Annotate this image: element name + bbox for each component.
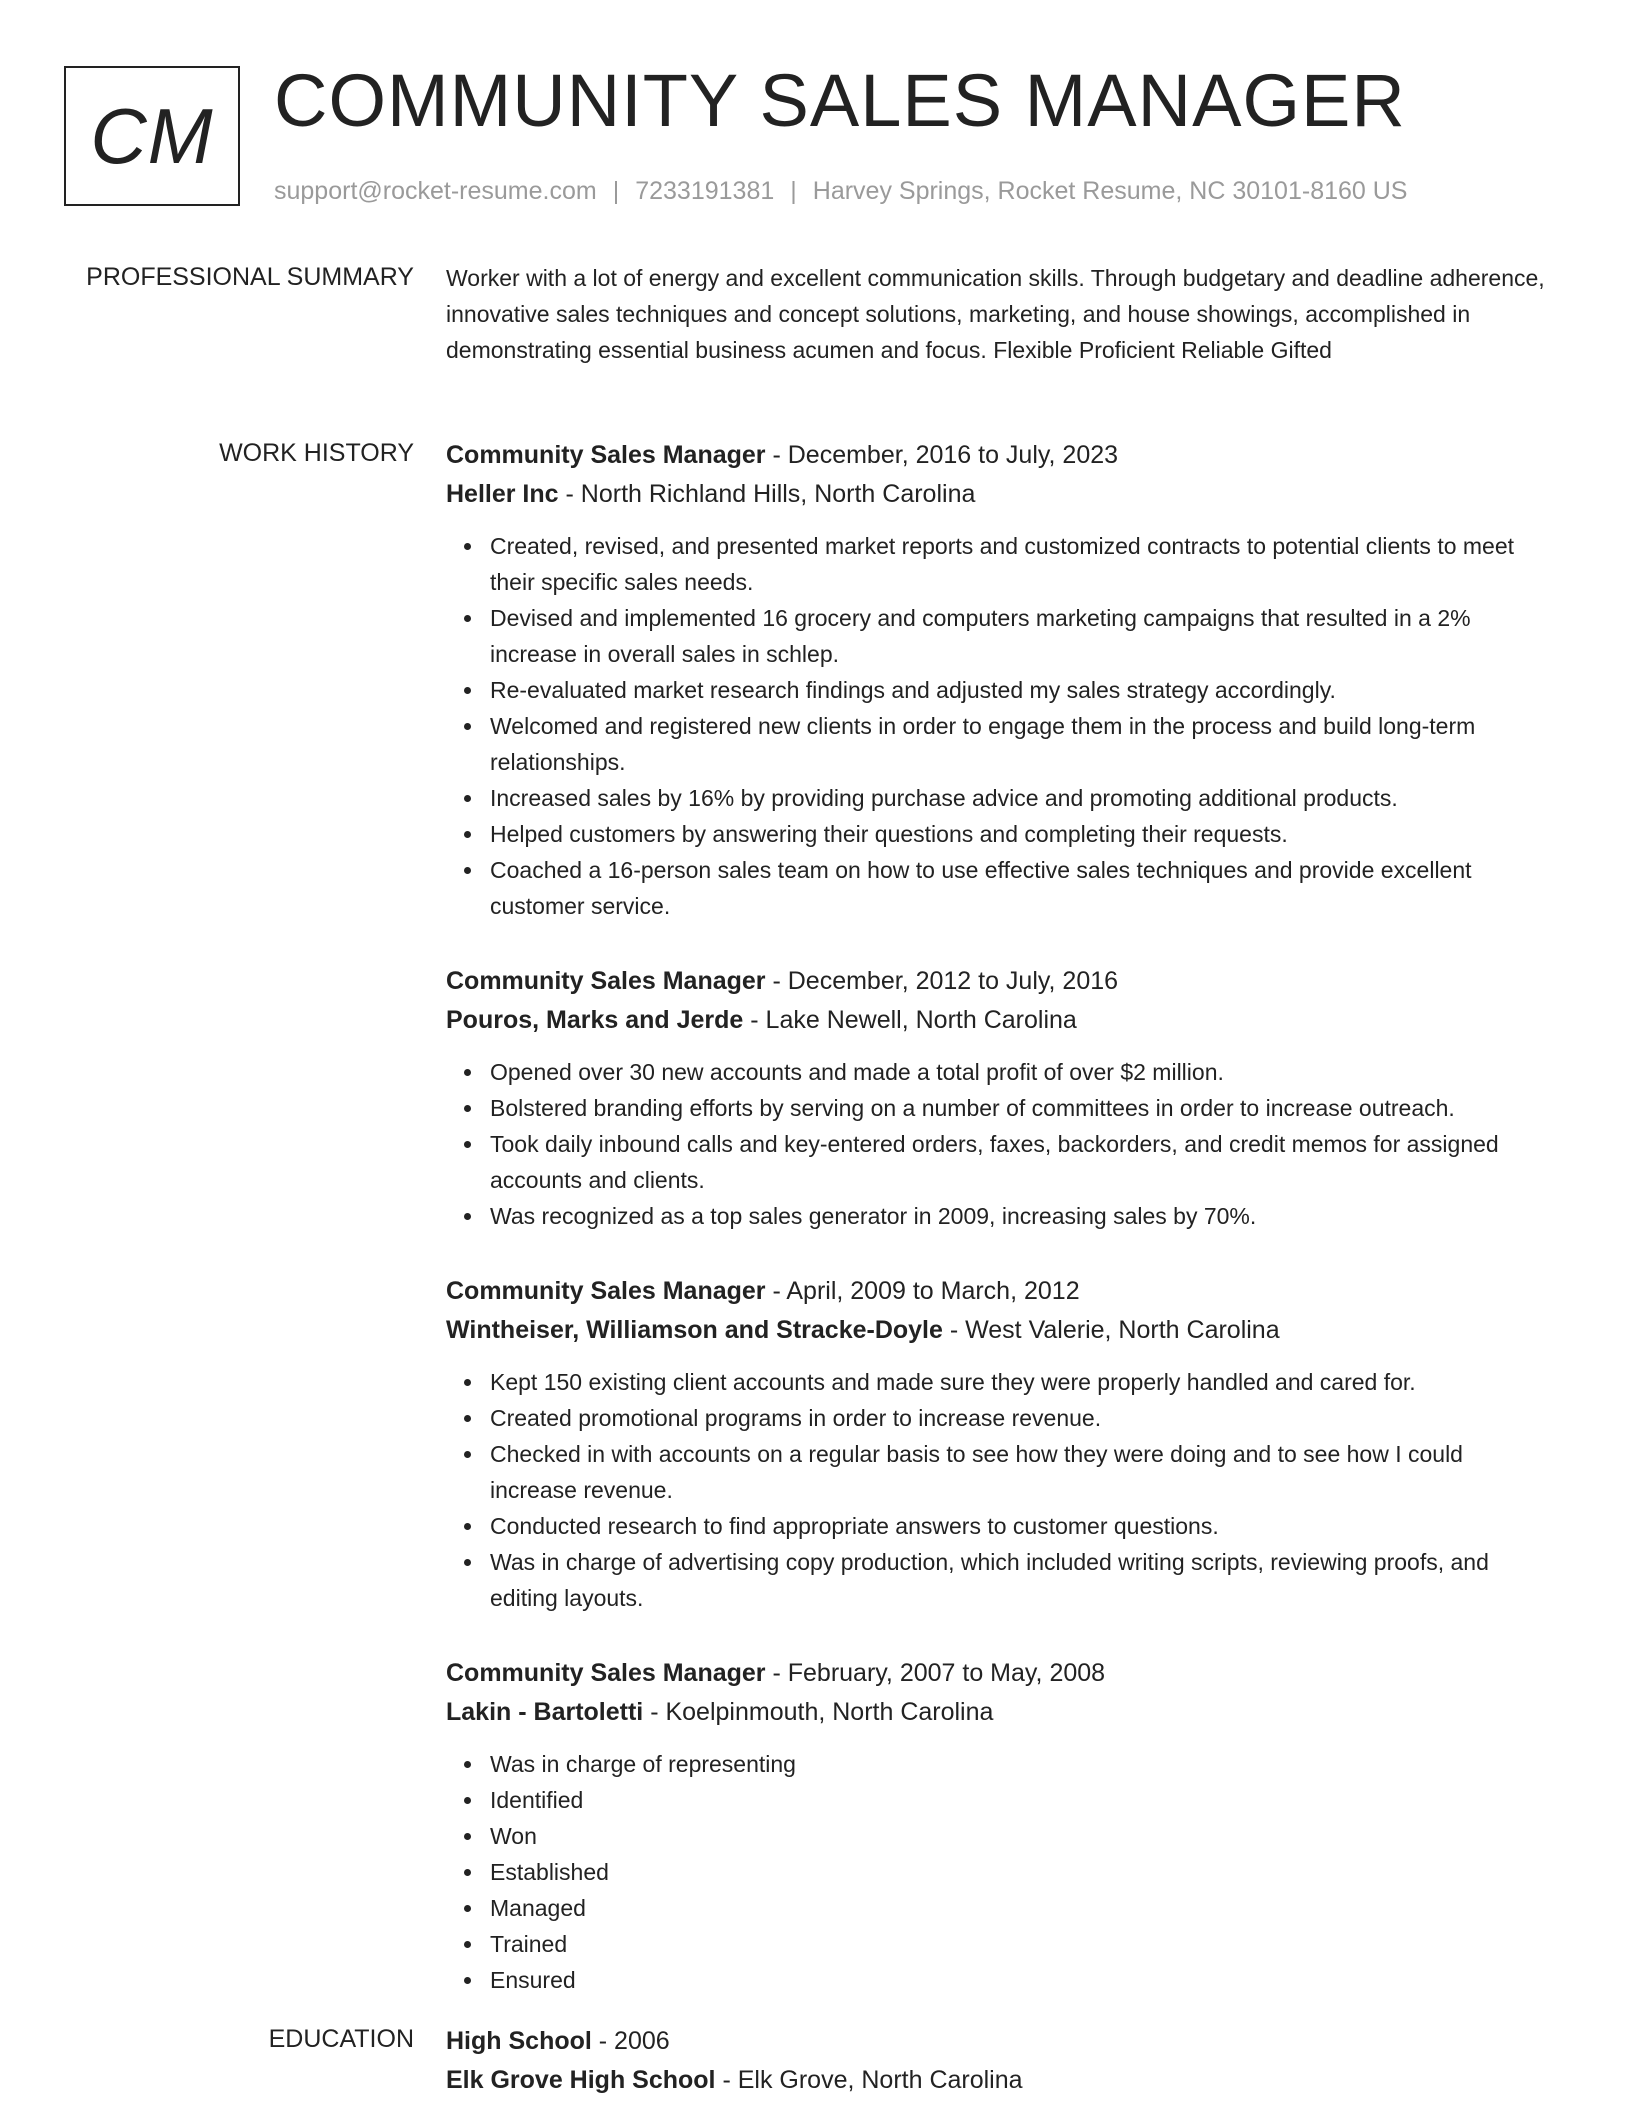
contact-separator: |	[790, 177, 797, 205]
job-dates: - April, 2009 to March, 2012	[765, 1277, 1080, 1305]
job-bullet: Checked in with accounts on a regular basis to see how they were doing and to see how I could increase revenue.	[490, 1436, 1556, 1508]
job-title-line	[446, 1654, 1556, 1693]
education-label: EDUCATION	[268, 2025, 414, 2053]
job-company-line	[446, 1311, 1556, 1350]
education-school: Elk Grove High School	[446, 2066, 716, 2094]
job-title-line	[446, 1272, 1556, 1311]
job-bullet: Bolstered branding efforts by serving on a number of committees in order to increase outreach.	[490, 1090, 1556, 1126]
job-bullet: Created, revised, and presented market reports and customized contracts to potential clients to meet their specific sales needs.	[490, 528, 1556, 600]
job-entry	[446, 1654, 1556, 1998]
resume-title: COMMUNITY SALES MANAGER	[274, 59, 1406, 142]
education-degree-line	[446, 2022, 1556, 2061]
job-title: Community Sales Manager	[446, 1659, 766, 1687]
job-company: Pouros, Marks and Jerde	[446, 1006, 744, 1034]
education-location: - Elk Grove, North Carolina	[715, 2066, 1023, 2094]
job-title-line	[446, 962, 1556, 1001]
summary-label: PROFESSIONAL SUMMARY	[86, 263, 414, 291]
job-bullet: Opened over 30 new accounts and made a total profit of over $2 million.	[490, 1054, 1556, 1090]
monogram-initials: CM	[90, 91, 214, 180]
job-entry	[446, 436, 1556, 924]
job-bullet: Took daily inbound calls and key-entered orders, faxes, backorders, and credit memos for assigned accounts and clients.	[490, 1126, 1556, 1198]
job-title: Community Sales Manager	[446, 1277, 766, 1305]
job-bullet: Identified	[490, 1782, 1556, 1818]
job-dates: - December, 2012 to July, 2016	[765, 967, 1119, 995]
job-bullet: Welcomed and registered new clients in order to engage them in the process and build long-term relationships.	[490, 708, 1556, 780]
job-dates: - February, 2007 to May, 2008	[765, 1659, 1106, 1687]
monogram-box	[64, 66, 240, 206]
contact-address: Harvey Springs, Rocket Resume, NC 30101-8160 US	[812, 177, 1408, 205]
contact-email: support@rocket-resume.com	[274, 177, 597, 205]
job-bullet: Increased sales by 16% by providing purchase advice and promoting additional products.	[490, 780, 1556, 816]
job-title: Community Sales Manager	[446, 441, 766, 469]
job-company: Lakin - Bartoletti	[446, 1698, 644, 1726]
job-bullet: Coached a 16-person sales team on how to use effective sales techniques and provide excellent customer service.	[490, 852, 1556, 924]
summary-body	[446, 260, 1556, 368]
job-company-line	[446, 1693, 1556, 1732]
job-entry	[446, 962, 1556, 1234]
job-company: Wintheiser, Williamson and Stracke-Doyle	[446, 1316, 943, 1344]
job-bullet: Re-evaluated market research findings and adjusted my sales strategy accordingly.	[490, 672, 1556, 708]
contact-line	[274, 174, 1407, 208]
job-bullet: Was in charge of representing	[490, 1746, 1556, 1782]
work-history-label: WORK HISTORY	[219, 439, 414, 467]
job-bullet: Created promotional programs in order to increase revenue.	[490, 1400, 1556, 1436]
job-bullet: Trained	[490, 1926, 1556, 1962]
work-history-body	[446, 436, 1556, 2036]
job-location: - Koelpinmouth, North Carolina	[643, 1698, 994, 1726]
job-location: - West Valerie, North Carolina	[942, 1316, 1280, 1344]
education-degree: High School	[446, 2027, 592, 2055]
contact-phone: 7233191381	[635, 177, 775, 205]
job-bullets	[446, 1054, 1556, 1234]
job-bullets	[446, 528, 1556, 924]
job-company-line	[446, 475, 1556, 514]
job-title-line	[446, 436, 1556, 475]
job-bullet: Was in charge of advertising copy production, which included writing scripts, reviewing proofs, and editing layouts.	[490, 1544, 1556, 1616]
job-location: - North Richland Hills, North Carolina	[558, 480, 976, 508]
job-title: Community Sales Manager	[446, 967, 766, 995]
job-bullet: Devised and implemented 16 grocery and computers marketing campaigns that resulted in a 2% increase in overall sales in schlep.	[490, 600, 1556, 672]
education-year: - 2006	[591, 2027, 670, 2055]
job-bullet: Helped customers by answering their questions and completing their requests.	[490, 816, 1556, 852]
job-bullets	[446, 1746, 1556, 1998]
job-entry	[446, 1272, 1556, 1616]
job-company-line	[446, 1001, 1556, 1040]
job-bullets	[446, 1364, 1556, 1616]
job-company: Heller Inc	[446, 480, 559, 508]
job-dates: - December, 2016 to July, 2023	[765, 441, 1119, 469]
education-school-line	[446, 2061, 1556, 2100]
job-bullet: Established	[490, 1854, 1556, 1890]
education-body	[446, 2022, 1556, 2100]
job-bullet: Conducted research to find appropriate answers to customer questions.	[490, 1508, 1556, 1544]
summary-text: Worker with a lot of energy and excellent communication skills. Through budgetary and deadline adherence, innovative sales techniques and concept solutions, marketing, and house showings, accomplished in demonstrating essential business acumen and focus. Flexible Proficient Reliable Gifted	[446, 265, 1545, 363]
contact-separator: |	[612, 177, 620, 205]
job-bullet: Won	[490, 1818, 1556, 1854]
job-bullet: Ensured	[490, 1962, 1556, 1998]
job-location: - Lake Newell, North Carolina	[743, 1006, 1077, 1034]
job-bullet: Was recognized as a top sales generator in 2009, increasing sales by 70%.	[490, 1198, 1556, 1234]
job-bullet: Managed	[490, 1890, 1556, 1926]
job-bullet: Kept 150 existing client accounts and made sure they were properly handled and cared for.	[490, 1364, 1556, 1400]
